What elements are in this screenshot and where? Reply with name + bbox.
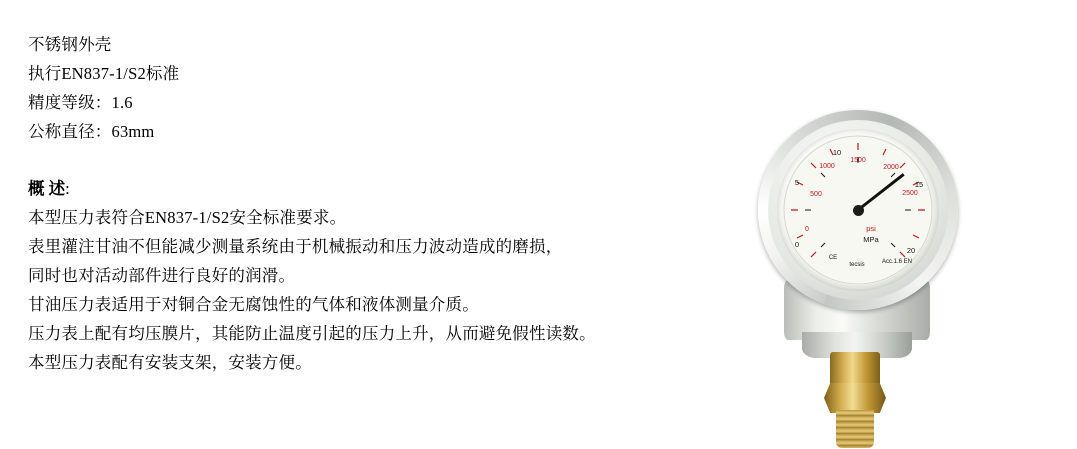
brass-hex-nut xyxy=(824,383,886,413)
body-line: 表里灌注甘油不但能减少测量系统由于机械振动和压力波动造成的磨损， xyxy=(28,237,563,256)
body-line: 本型压力表配有安装支架，安装方便。 xyxy=(28,353,312,372)
svg-text:Acc.1.6 EN: Acc.1.6 EN xyxy=(881,259,913,265)
body-line: 本型压力表符合EN837-1/S2安全标准要求。 xyxy=(28,208,347,227)
body-line: 压力表上配有均压膜片，其能防止温度引起的压力上升，从而避免假性读数。 xyxy=(28,324,596,343)
svg-text:10: 10 xyxy=(832,148,842,157)
gauge-needle-hub xyxy=(853,205,864,216)
pressure-gauge-image xyxy=(744,100,1034,420)
gauge-dial xyxy=(783,135,933,285)
svg-text:2500: 2500 xyxy=(902,190,918,197)
brass-neck xyxy=(830,352,880,386)
section-heading-colon: : xyxy=(65,179,70,198)
gauge-glass xyxy=(777,129,939,291)
section-heading xyxy=(28,174,748,203)
text-column xyxy=(28,30,748,377)
svg-text:MPa: MPa xyxy=(863,235,879,244)
svg-text:0: 0 xyxy=(794,240,800,249)
section-heading-text: 概 述 xyxy=(28,179,66,198)
spec-line: 不锈钢外壳 xyxy=(28,35,112,54)
spacer xyxy=(28,146,748,174)
svg-text:psi: psi xyxy=(866,224,876,233)
svg-text:tecsis: tecsis xyxy=(849,262,865,268)
svg-text:2000: 2000 xyxy=(883,164,899,171)
brass-threaded-connector xyxy=(836,410,874,448)
spec-line: 精度等级：1.6 xyxy=(28,93,133,112)
spec-line: 执行EN837-1/S2标准 xyxy=(28,64,180,83)
svg-text:1000: 1000 xyxy=(819,163,835,170)
gauge-bezel xyxy=(758,110,958,310)
svg-text:CE: CE xyxy=(828,255,838,261)
body-line: 甘油压力表适用于对铜合金无腐蚀性的气体和液体测量介质。 xyxy=(28,295,479,314)
body-line: 同时也对活动部件进行良好的润滑。 xyxy=(28,266,296,285)
spec-line: 公称直径：63mm xyxy=(28,122,155,141)
svg-text:20: 20 xyxy=(906,246,916,255)
svg-text:1500: 1500 xyxy=(850,157,866,164)
svg-text:5: 5 xyxy=(794,178,800,187)
svg-text:0: 0 xyxy=(805,226,809,233)
svg-text:15: 15 xyxy=(914,180,924,189)
gauge-bezel-inner xyxy=(768,120,948,300)
svg-text:500: 500 xyxy=(810,191,822,198)
